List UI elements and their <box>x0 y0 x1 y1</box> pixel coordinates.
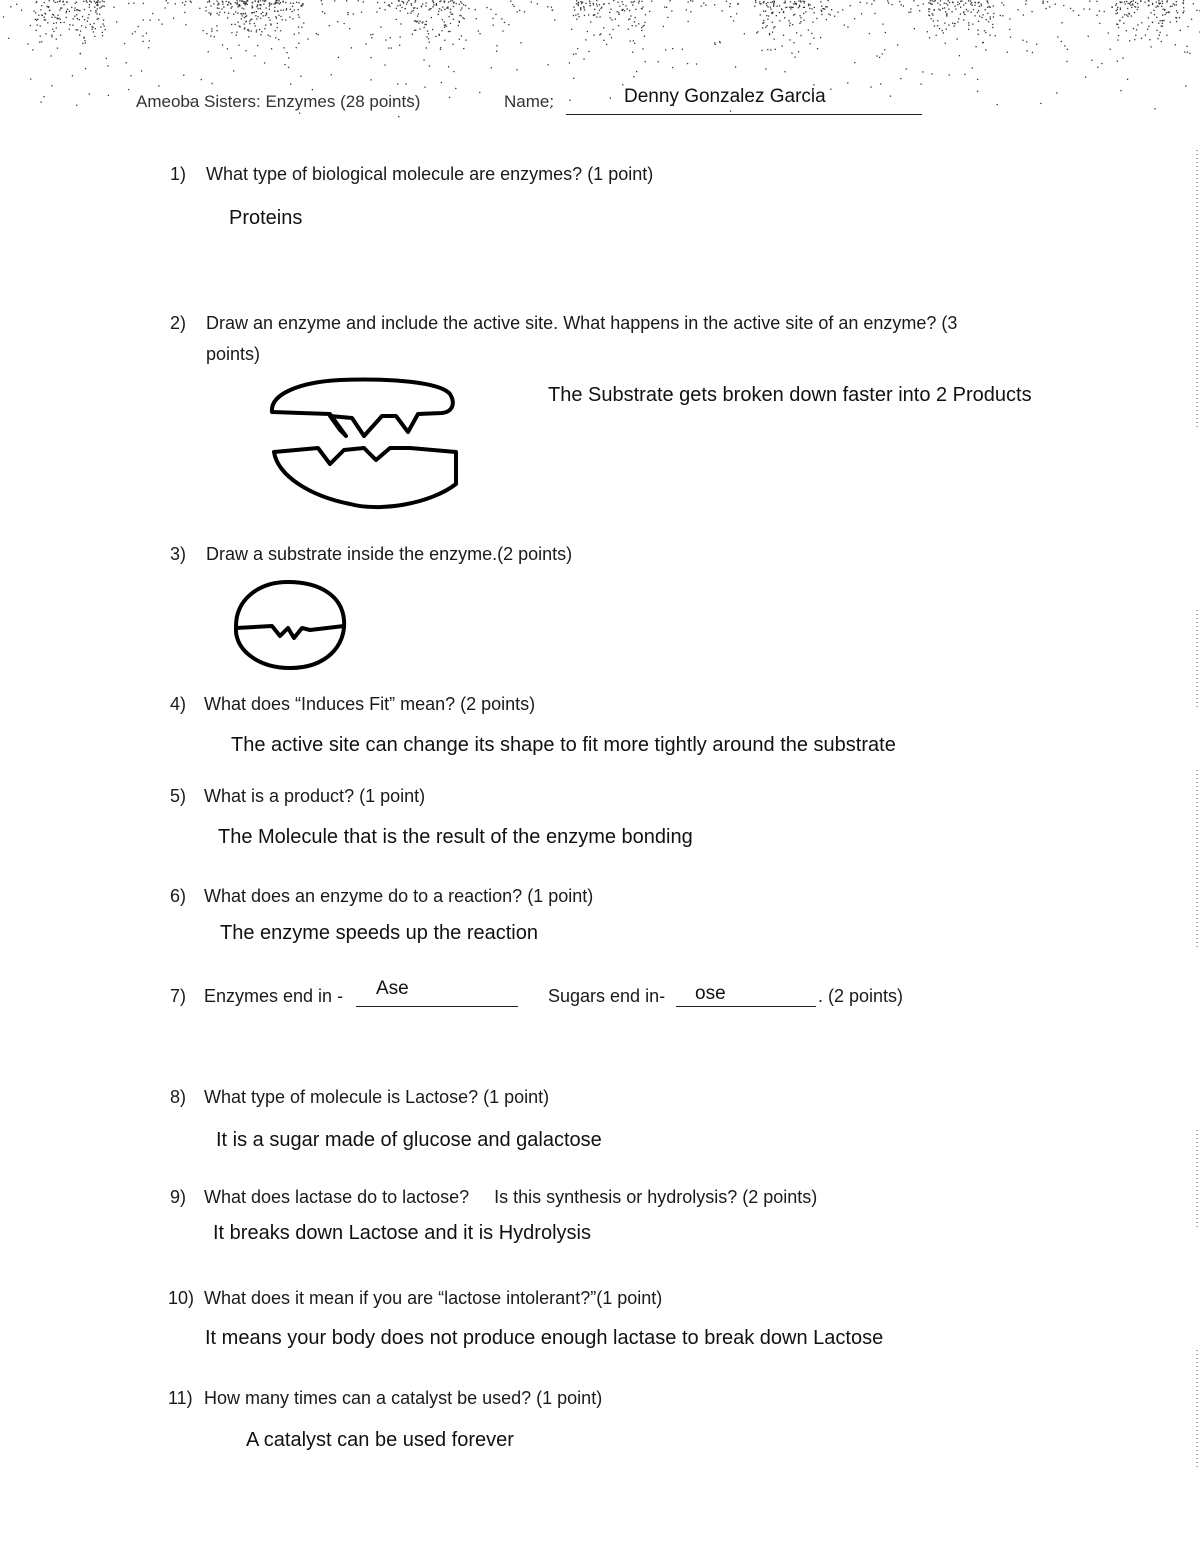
question-number: 7) <box>170 986 187 1006</box>
question-text-c: . (2 points) <box>818 986 904 1006</box>
question-text: What does it mean if you are “lactose intolerant?”(1 point) <box>204 1288 663 1308</box>
question-number: 8) <box>170 1087 187 1107</box>
substrate-drawing <box>228 576 358 676</box>
answer-text[interactable]: The Substrate gets broken down faster into 2 Products <box>548 384 1032 406</box>
blank-underline <box>356 1006 518 1007</box>
question-number: 11) <box>168 1388 193 1408</box>
blank-answer-sugars[interactable]: ose <box>695 983 726 1004</box>
enzyme-drawing <box>260 372 470 517</box>
question-number: 4) <box>170 694 187 714</box>
question-number: 10) <box>168 1288 195 1308</box>
question-number: 6) <box>170 886 187 906</box>
answer-text[interactable]: Proteins <box>229 207 303 229</box>
blank-answer-enzymes[interactable]: Ase <box>376 978 409 999</box>
question-text: What type of biological molecule are enzymes? (1 point) <box>206 164 654 184</box>
question-text-continued: points) <box>206 344 261 364</box>
blank-underline <box>676 1006 816 1007</box>
question-text-b: Sugars end in- <box>548 986 666 1006</box>
question-text: Draw an enzyme and include the active site. What happens in the active site of an enzyme? (3 <box>206 313 958 333</box>
question-number: 1) <box>170 164 187 184</box>
name-underline <box>566 114 922 115</box>
name-label: Name: <box>504 92 555 111</box>
question-text: Draw a substrate inside the enzyme.(2 points) <box>206 544 573 564</box>
answer-text[interactable]: It breaks down Lactose and it is Hydrolysis <box>213 1222 591 1244</box>
answer-text[interactable]: The Molecule that is the result of the enzyme bonding <box>218 826 693 848</box>
question-text: What does lactase do to lactose? Is this synthesis or hydrolysis? (2 points) <box>204 1187 818 1207</box>
question-number: 3) <box>170 544 187 564</box>
question-text-a: Enzymes end in - <box>204 986 344 1006</box>
answer-text[interactable]: It means your body does not produce enough lactase to break down Lactose <box>205 1327 884 1349</box>
question-number: 5) <box>170 786 187 806</box>
answer-text[interactable]: The enzyme speeds up the reaction <box>220 922 538 944</box>
answer-text[interactable]: It is a sugar made of glucose and galactose <box>216 1129 602 1151</box>
question-text: What type of molecule is Lactose? (1 point) <box>204 1087 550 1107</box>
scan-edge-marks <box>1180 130 1200 1550</box>
question-text: What does an enzyme do to a reaction? (1 point) <box>204 886 594 906</box>
question-text: How many times can a catalyst be used? (1 point) <box>204 1388 603 1408</box>
answer-text[interactable]: The active site can change its shape to fit more tightly around the substrate <box>231 734 896 756</box>
question-text: What does “Induces Fit” mean? (2 points) <box>204 694 536 714</box>
answer-text[interactable]: A catalyst can be used forever <box>246 1429 514 1451</box>
question-text: What is a product? (1 point) <box>204 786 426 806</box>
name-field[interactable]: Denny Gonzalez Garcia <box>624 86 826 107</box>
worksheet-title: Ameoba Sisters: Enzymes (28 points) <box>136 92 421 111</box>
question-number: 2) <box>170 313 187 333</box>
question-number: 9) <box>170 1187 187 1207</box>
